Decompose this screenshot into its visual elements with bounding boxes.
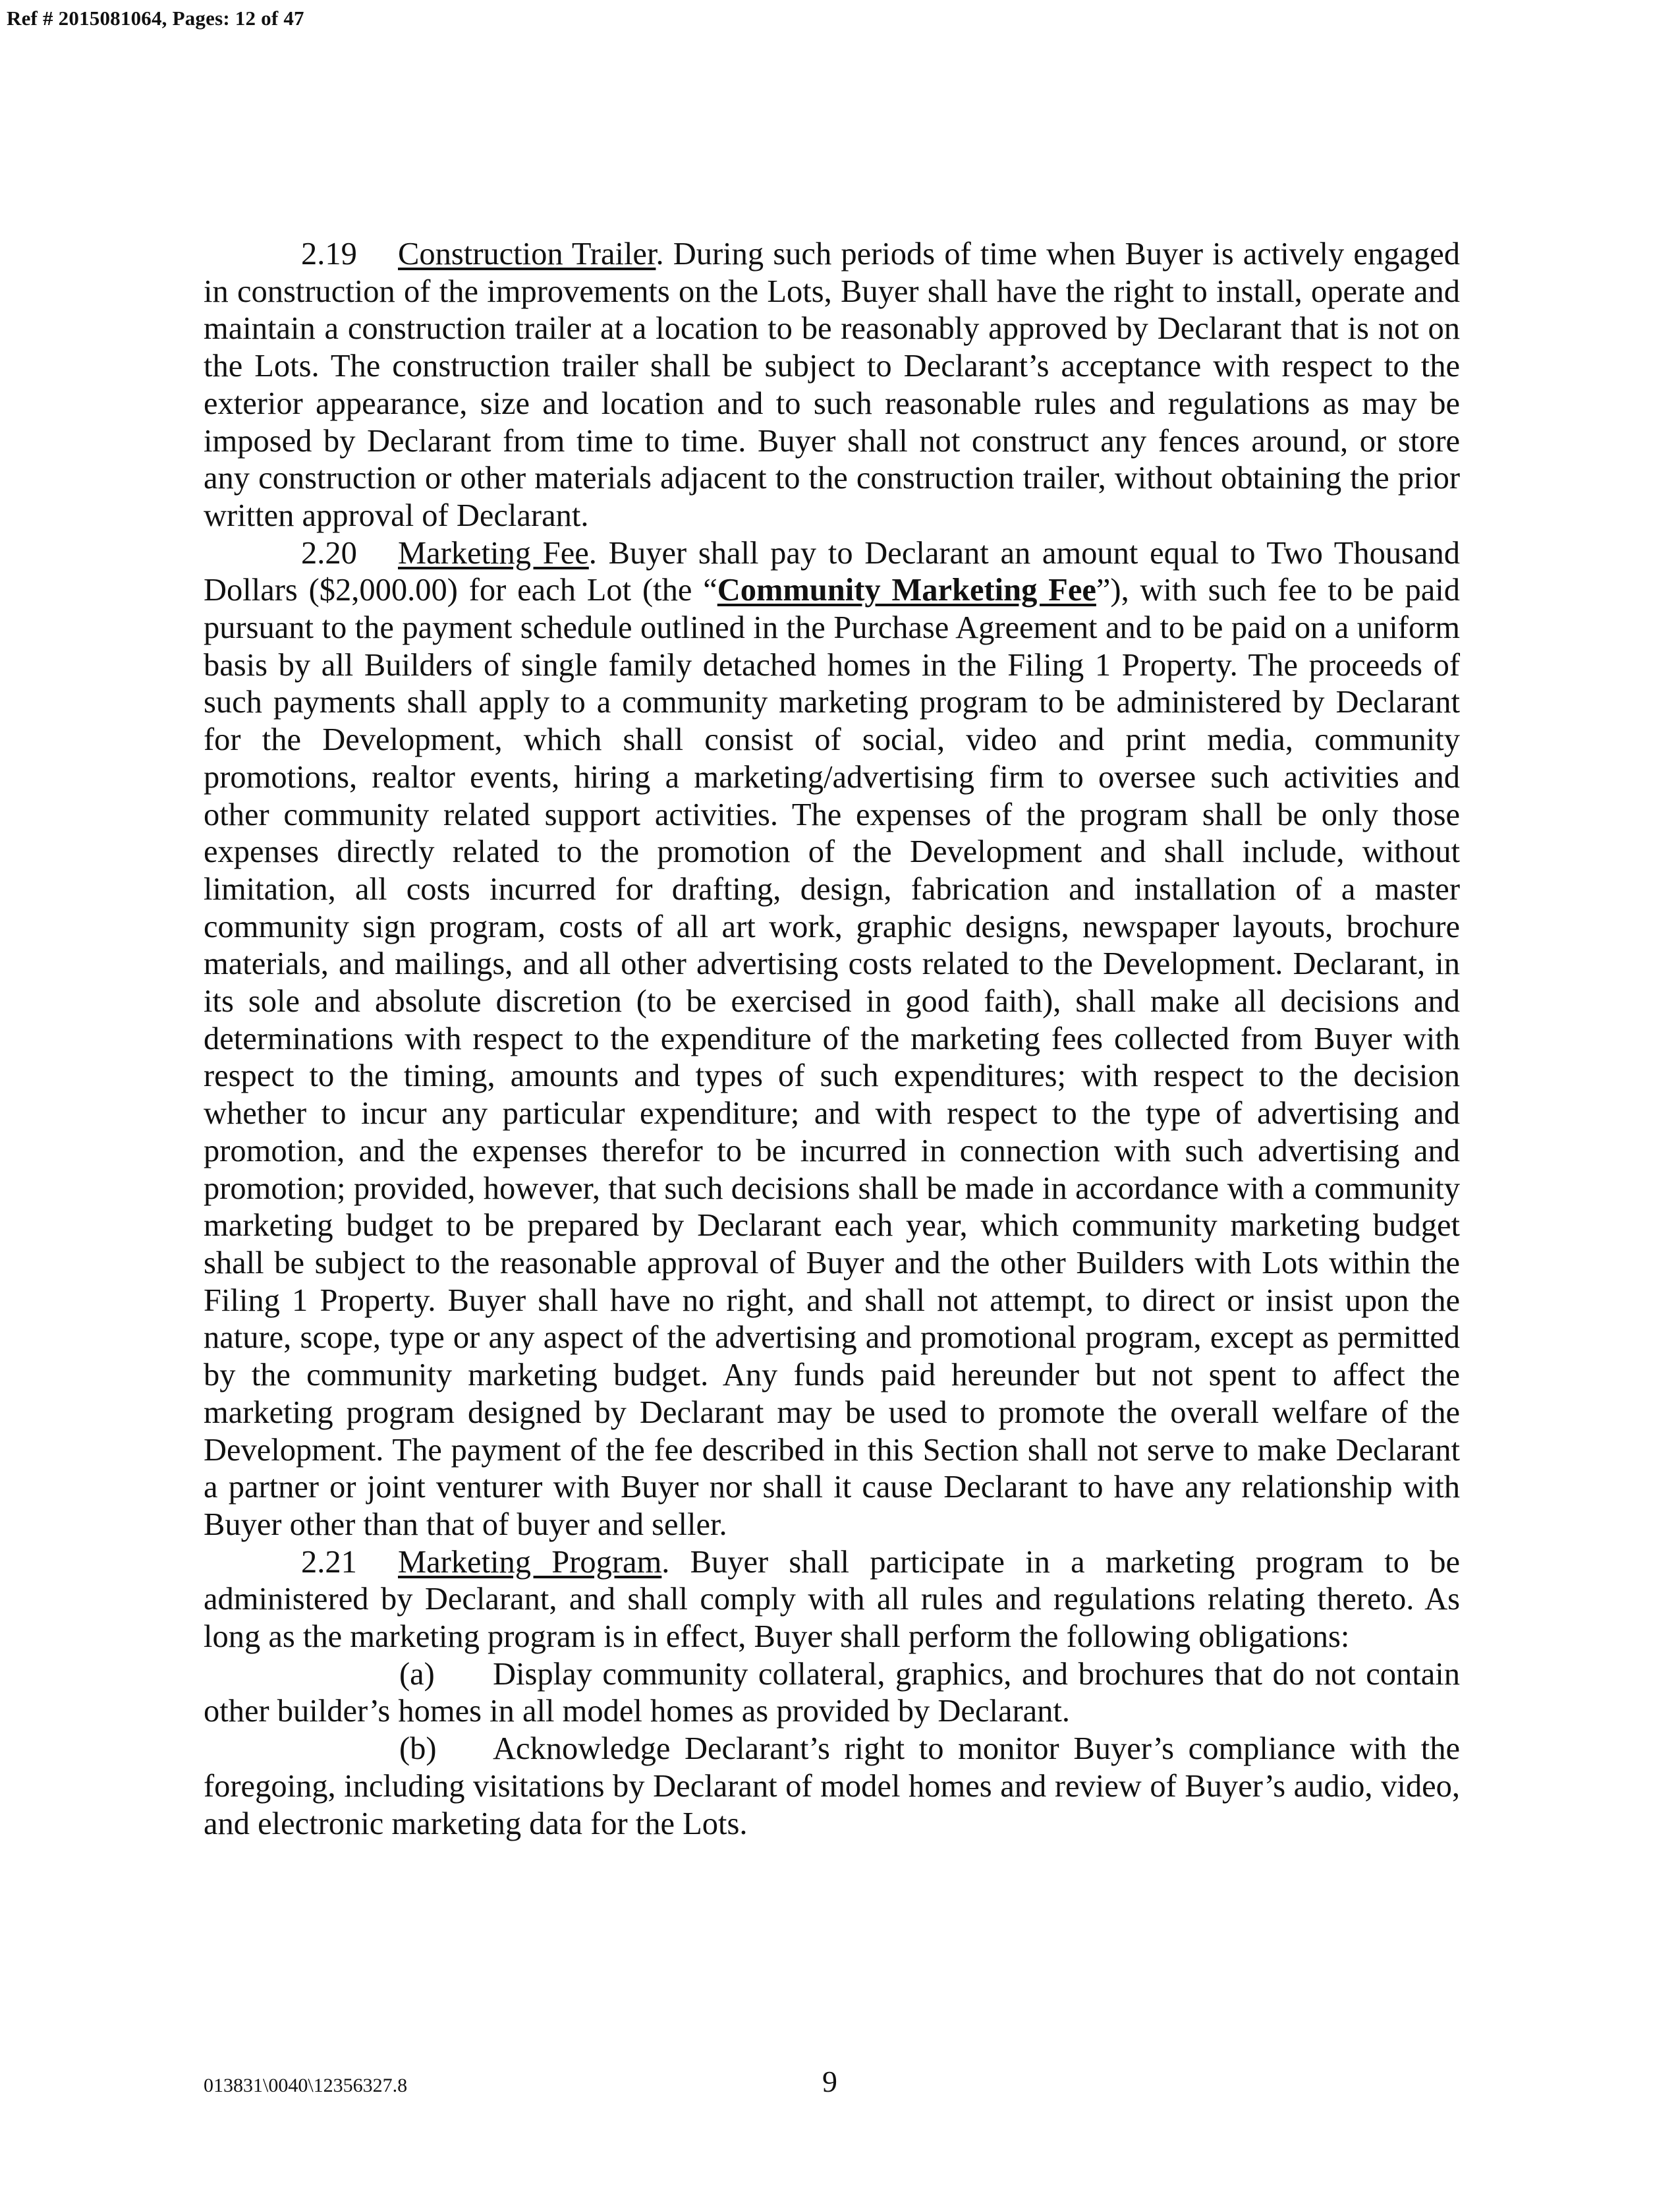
document-id-footer: 013831\0040\12356327.8 — [204, 2075, 408, 2096]
section-text: . Buyer shall participate in a marketing program to be administered by Declarant, and shall comply with all rules and regulations relating thereto. As long as the marketing program is in effect, Buyer shall perform the following obligations: — [204, 1544, 1460, 1655]
page-number: 9 — [822, 2065, 837, 2098]
subsection-b — [204, 1731, 1460, 1843]
defined-term: Community Marketing Fee — [717, 573, 1096, 608]
recording-reference-header: Ref # 2015081064, Pages: 12 of 47 — [7, 7, 304, 30]
section-number: 2.21 — [301, 1544, 357, 1580]
section-2-19 — [204, 236, 1460, 535]
section-2-20 — [204, 535, 1460, 1544]
subsection-text: Acknowledge Declarant’s right to monitor Buyer’s compliance with the foregoing, including visitations by Declarant of model homes and review of Buyer’s audio, video, and electronic marketing data for the Lots. — [204, 1731, 1460, 1841]
subsection-text: Display community collateral, graphics, and brochures that do not contain other builder’s homes in all model homes as provided by Declarant. — [204, 1656, 1460, 1729]
document-body — [204, 236, 1460, 1843]
subsection-label: (a) — [399, 1656, 435, 1692]
section-text-continued: ”), with such fee to be paid pursuant to the payment schedule outlined in the Purchase Agreement and to be paid on a uniform basis by all Builders of single family detached homes in the Filing 1 Property. The proceeds of such payments shall apply to a community marketing program to be administered by Declarant for the Development, which shall consist of social, video and print media, community promotions, realtor events, hiring a marketing/advertising firm to oversee such activities and other community related support activities. The expenses of the program shall be only those expenses directly related to the promotion of the Development and shall include, without limitation, all costs incurred for drafting, design, fabrication and installation of a master community sign program, costs of all art work, graphic designs, newspaper layouts, brochure materials, and mailings, and all other advertising costs related to the Development. Declarant, in its sole and absolute discretion (to be exercised in good faith), shall make all decisions and determinations with respect to the expenditure of the marketing fees collected from Buyer with respect to the timing, amounts and types of such expenditures; with respect to the decision whether to incur any particular expenditure; and with respect to the type of advertising and promotion, and the expenses therefor to be incurred in connection with such advertising and promotion; provided, however, that such decisions shall be made in accordance with a community marketing budget to be prepared by Declarant each year, which community marketing budget shall be subject to the reasonable approval of Buyer and the other Builders with Lots within the Filing 1 Property. Buyer shall have no right, and shall not attempt, to direct or insist upon the nature, scope, type or any aspect of the advertising and promotional program, except as permitted by the community marketing budget. Any funds paid hereunder but not spent to affect the marketing program designed by Declarant may be used to promote the overall welfare of the Development. The payment of the fee described in this Section shall not serve to make Declarant a partner or joint venturer with Buyer nor shall it cause Declarant to have any relationship with Buyer other than that of buyer and seller. — [204, 573, 1461, 1542]
section-number: 2.19 — [301, 237, 357, 272]
section-heading: Marketing Program — [398, 1544, 662, 1580]
section-number: 2.20 — [301, 535, 357, 571]
section-text: . During such periods of time when Buyer is actively engaged in construction of the improvements on the Lots, Buyer shall have the right to install, operate and maintain a construction trailer at a location to be reasonably approved by Declarant that is not on the Lots. The construction trailer shall be subject to Declarant’s acceptance with respect to the exterior appearance, size and location and to such reasonable rules and regulations as may be imposed by Declarant from time to time. Buyer shall not construct any fences around, or store any construction or other materials adjacent to the construction trailer, without obtaining the prior written approval of Declarant. — [204, 237, 1461, 533]
subsection-a — [204, 1656, 1460, 1731]
section-heading: Construction Trailer — [398, 237, 656, 272]
section-2-21 — [204, 1544, 1460, 1656]
subsection-label: (b) — [399, 1731, 437, 1767]
section-text: . Buyer shall pay to Declarant an amount equal to Two Thousand Dollars ($2,000.00) for each Lot (the “ — [204, 535, 1461, 608]
section-heading: Marketing Fee — [398, 535, 589, 571]
